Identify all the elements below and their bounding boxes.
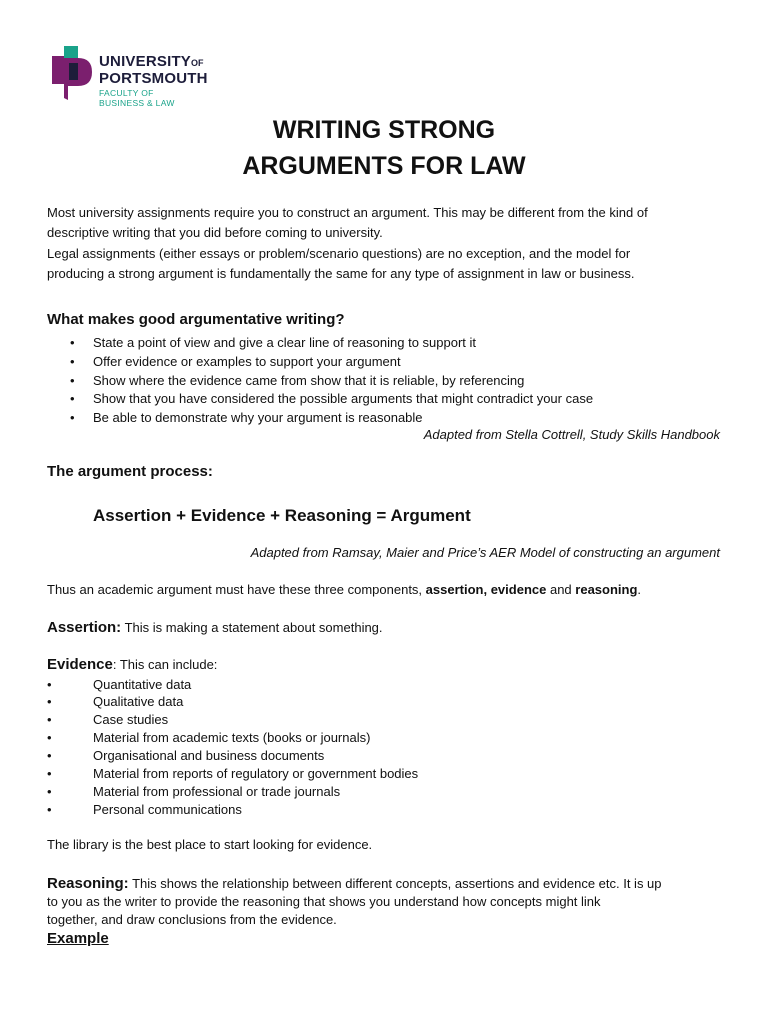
logo-faculty: FACULTY OF (99, 88, 154, 98)
bullet-icon: • (47, 784, 52, 799)
bullet-icon: • (47, 730, 52, 745)
evidence-paragraph (47, 656, 217, 674)
components-reasoning: reasoning (575, 582, 638, 597)
list-item: Case studies (93, 712, 169, 727)
list-item: Qualitative data (93, 694, 184, 709)
intro-line-2: descriptive writing that you did before coming to university. (47, 225, 383, 240)
logo-university: UNIVERSITY (99, 53, 192, 70)
list-item: Be able to demonstrate why your argument is reasonable (93, 410, 423, 425)
good-writing-heading: What makes good argumentative writing? (47, 311, 345, 328)
bullet-icon: • (47, 748, 52, 763)
bullet-icon: • (47, 766, 52, 781)
list-item: Offer evidence or examples to support your argument (93, 354, 401, 369)
title-line-2: ARGUMENTS FOR LAW (242, 152, 526, 180)
reasoning-line-3: together, and draw conclusions from the evidence. (47, 912, 337, 927)
list-item: Show where the evidence came from show that it is reliable, by referencing (93, 373, 525, 388)
reasoning-text-1: This shows the relationship between different concepts, assertions and evidence etc. It is up (128, 876, 662, 891)
bullet-icon: • (47, 712, 52, 727)
evidence-label: Evidence (47, 656, 113, 673)
list-item: Organisational and business documents (93, 748, 325, 763)
bullet-icon: • (70, 391, 75, 406)
bullet-icon: • (47, 802, 52, 817)
cottrell-citation: Adapted from Stella Cottrell, Study Skills Handbook (423, 427, 720, 442)
list-item: State a point of view and give a clear line of reasoning to support it (93, 335, 477, 350)
list-item: Quantitative data (93, 677, 192, 692)
library-sentence: The library is the best place to start looking for evidence. (47, 837, 373, 852)
reasoning-label: Reasoning: (47, 875, 129, 892)
components-comma: , (483, 582, 491, 597)
list-item: Material from professional or trade journals (93, 784, 341, 799)
portsmouth-p-logo-icon (52, 46, 94, 102)
bullet-icon: • (70, 354, 75, 369)
components-assertion: assertion (425, 582, 484, 597)
assertion-label: Assertion: (47, 619, 122, 636)
logo-portsmouth: PORTSMOUTH (99, 70, 208, 87)
example-heading: Example (47, 930, 109, 947)
components-prefix: Thus an academic argument must have these three components, (47, 582, 426, 597)
list-item: Show that you have considered the possible arguments that might contradict your case (93, 391, 594, 406)
intro-line-3: Legal assignments (either essays or problem/scenario questions) are no exception, and the model for (47, 246, 631, 261)
components-and: and (546, 582, 576, 597)
logo-business-law: BUSINESS & LAW (99, 97, 175, 108)
aer-citation: Adapted from Ramsay, Maier and Price’s AER Model of constructing an argument (250, 545, 720, 560)
assertion-paragraph (47, 619, 383, 637)
bullet-icon: • (47, 694, 52, 709)
argument-process-heading: The argument process: (47, 463, 213, 480)
bullet-icon: • (70, 410, 75, 425)
intro-line-4: producing a strong argument is fundamentally the same for any type of assignment in law or business. (47, 266, 635, 281)
logo-of: OF (191, 58, 204, 68)
reasoning-line-1 (47, 875, 662, 893)
reasoning-line-2: to you as the writer to provide the reasoning that shows you understand how concepts might link (47, 894, 601, 909)
components-sentence (47, 581, 641, 599)
list-item: Material from reports of regulatory or government bodies (93, 766, 419, 781)
bullet-icon: • (70, 373, 75, 388)
intro-line-1: Most university assignments require you to construct an argument. This may be different from the kind of (47, 205, 648, 220)
components-period: . (637, 582, 642, 597)
list-item: Material from academic texts (books or journals) (93, 730, 371, 745)
list-item: Personal communications (93, 802, 242, 817)
assertion-text: This is making a statement about something. (121, 620, 383, 635)
bullet-icon: • (70, 335, 75, 350)
logo-wordmark (99, 54, 208, 107)
bullet-icon: • (47, 677, 52, 692)
evidence-text: : This can include: (112, 657, 218, 672)
title-line-1: WRITING STRONG (272, 116, 496, 144)
aer-formula: Assertion + Evidence + Reasoning = Argument (93, 506, 471, 525)
components-evidence: evidence (490, 582, 547, 597)
